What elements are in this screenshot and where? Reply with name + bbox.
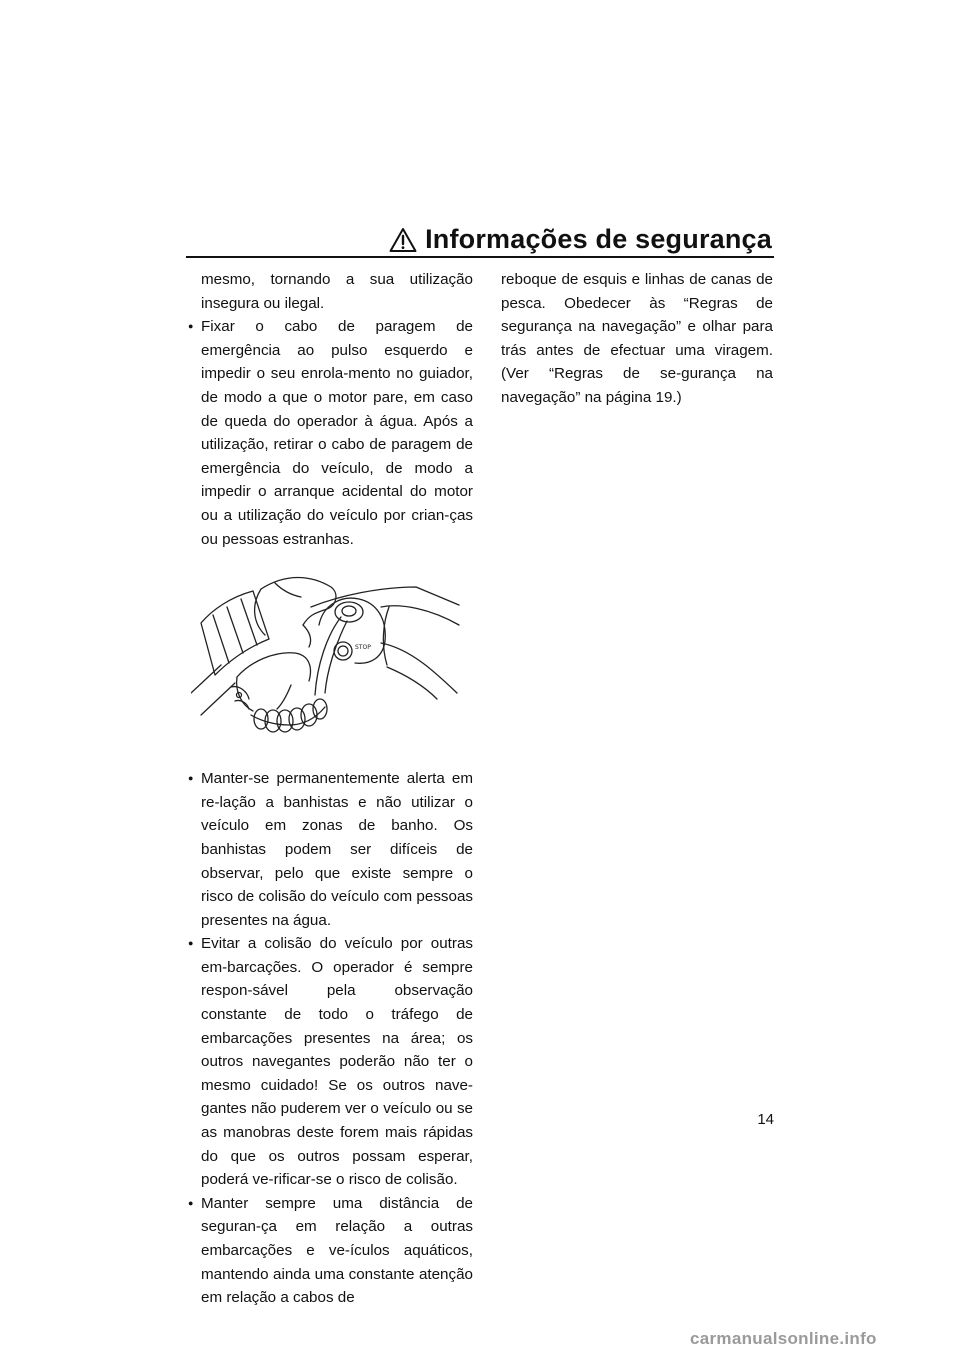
bullet-item-swimmers: ● Manter-se permanentemente alerta em re-lação a banhistas e não utilizar o veículo em zonas de banho. Os banhistas podem ser difíceis de observar, pelo que existe sempre o risco de colisão do veículo com pessoas presentes na água. <box>201 767 473 932</box>
bullet-list-bottom <box>201 767 473 1310</box>
continuation-text: mesmo, tornando a sua utilização insegura ou ilegal. <box>201 271 473 312</box>
right-column <box>501 268 773 410</box>
page-title-text: Informações de segurança <box>425 224 772 254</box>
continuation-text-right: reboque de esquis e linhas de canas de pesca. Obedecer às “Regras de segurança na navegação” e olhar para trás antes de efectuar uma viragem. (Ver “Regras de se-gurança na navegação” na página 19.) <box>501 271 773 406</box>
warning-triangle-icon <box>389 227 417 253</box>
bullet-item-collision: ● Evitar a colisão do veículo por outras em-barcações. O operador é sempre respon-sável pela observação constante de todo o tráfego de embarcações presentes na área; os outros navegantes poderão não ter o mesmo cuidado! Se os outros nave-gantes não puderem ver o veículo ou se as manobras deste forem mais rápidas do que os outros possam esperar, poderá ve-rificar-se o risco de colisão. <box>201 932 473 1192</box>
bullet-item-distance: ● Manter sempre uma distância de seguran-ça em relação a outras embarcações e ve-ículos aquáticos, mantendo ainda uma constante atenção em relação a cabos de <box>201 1192 473 1310</box>
page-header <box>186 222 774 262</box>
header-rule <box>186 256 774 258</box>
left-column <box>201 268 473 1310</box>
page-number: 14 <box>757 1111 774 1128</box>
stop-switch-label: STOP <box>355 644 371 652</box>
watermark: carmanualsonline.info <box>690 1329 877 1348</box>
bullet-list-top <box>201 315 473 551</box>
bullet-item-lanyard: ● Fixar o cabo de paragem de emergência ao pulso esquerdo e impedir o seu enrola-mento no guiador, de modo a que o motor pare, em caso de queda do operador à água. Após a utilização, retirar o cabo de paragem de emergência do veículo, de modo a impedir o arranque acidental do motor ou a utilização do veículo por crian-ças ou pessoas estranhas. <box>201 315 473 551</box>
lanyard-illustration <box>191 565 463 757</box>
page-title <box>389 224 772 255</box>
